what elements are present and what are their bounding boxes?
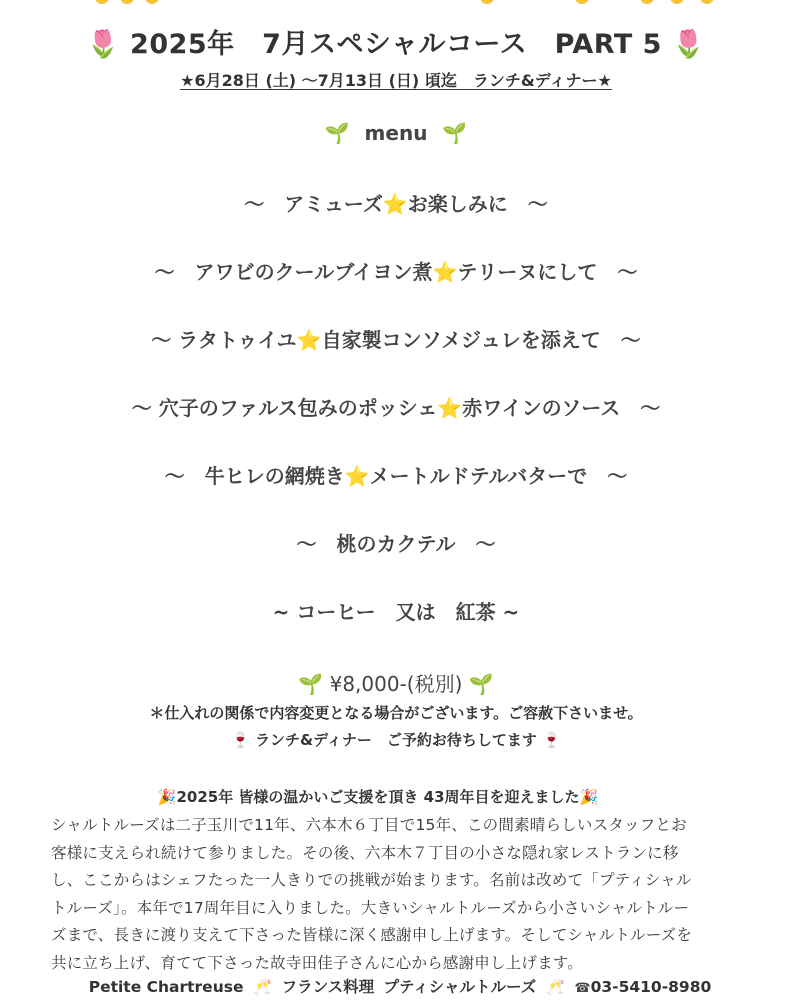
story-line: トルーズ」。本年で17周年目に入りました。大きいシャルトルーズから小さいシャルトルー bbox=[51, 898, 690, 917]
star-icon: ⭐ bbox=[296, 328, 322, 352]
party-popper-icon: 🎉 bbox=[579, 788, 599, 806]
story-line: 客様に支えられ続けて参りました。その後、六本木７丁目の小さな隠れ家レストランに移 bbox=[51, 843, 679, 862]
course-text: 〜 ラタトゥイユ bbox=[151, 328, 297, 352]
sprout-icon: 🌱 bbox=[468, 672, 494, 696]
cropped-emoji bbox=[575, 0, 589, 4]
cropped-emoji bbox=[145, 0, 159, 4]
course-text: テリーヌにして 〜 bbox=[457, 260, 638, 284]
tulip-icon: 🌷 bbox=[671, 29, 706, 60]
sprout-icon: 🌱 bbox=[442, 121, 468, 145]
course-text: ~ コーヒー 又は 紅茶 ~ bbox=[272, 600, 520, 624]
cropped-emoji bbox=[120, 0, 134, 4]
title-text: 2025年 7月スペシャルコース PART 5 bbox=[130, 29, 662, 60]
star-icon: ⭐ bbox=[437, 396, 463, 420]
restaurant-story bbox=[51, 812, 756, 977]
course-period: ★6月28日 (土) 〜7月13日 (日) 頃迄 ランチ&ディナー★ bbox=[180, 71, 612, 90]
page-title bbox=[0, 22, 792, 61]
cropped-emoji bbox=[640, 0, 654, 4]
course-text: 〜 桃のカクテル 〜 bbox=[296, 532, 496, 556]
champagne-glasses-icon: 🥂 bbox=[545, 978, 565, 996]
change-notice: ＊仕入れの関係で内容変更となる場合がございます。ご容赦下さいませ。 bbox=[149, 704, 643, 722]
course-text: 〜 穴子のファルス包みのポッシェ bbox=[131, 396, 438, 420]
anniversary-text: 2025年 皆様の温かいご支援を頂き 43周年目を迎えました bbox=[176, 788, 580, 806]
course-item bbox=[0, 596, 792, 625]
reservation-text: ランチ&ディナー ご予約お待ちしてます bbox=[255, 731, 537, 749]
course-text: 〜 牛ヒレの網焼き bbox=[164, 464, 345, 488]
wine-glass-icon: 🍷 bbox=[542, 731, 561, 749]
cropped-emoji bbox=[700, 0, 714, 4]
star-icon: ⭐ bbox=[382, 192, 408, 216]
course-text: お楽しみに 〜 bbox=[407, 192, 548, 216]
sprout-icon: 🌱 bbox=[298, 672, 324, 696]
story-line: シャルトルーズは二子玉川で11年、六本木６丁目で15年、この間素晴らしいスタッフとお bbox=[51, 816, 687, 834]
star-icon: ⭐ bbox=[344, 464, 370, 488]
course-price bbox=[0, 668, 792, 697]
cropped-emoji bbox=[95, 0, 109, 4]
course-item bbox=[0, 256, 792, 285]
menu-heading-text: menu bbox=[364, 121, 428, 145]
reservation-line bbox=[0, 729, 792, 750]
course-text: メートルドテルバターで 〜 bbox=[369, 464, 628, 488]
star-icon: ⭐ bbox=[432, 260, 458, 284]
course-text: 〜 アワビのクールブイヨン煮 bbox=[154, 260, 433, 284]
menu-heading bbox=[0, 121, 792, 145]
price-text: ¥8,000-(税別) bbox=[329, 672, 463, 696]
course-item bbox=[0, 324, 792, 353]
story-line: 共に立ち上げ、育てて下さった故寺田佳子さんに心から感謝申し上げます。 bbox=[51, 953, 583, 972]
course-item bbox=[0, 460, 792, 489]
story-line: ズまで、長きに渡り支えて下さった皆様に深く感謝申し上げます。そしてシャルトルーズを bbox=[51, 926, 693, 944]
top-cropped-emoji-row bbox=[0, 0, 792, 6]
restaurant-name-japanese: プティシャルトルーズ bbox=[383, 978, 537, 996]
restaurant-name: Petite Chartreuse bbox=[88, 978, 244, 996]
story-line: し、ここからはシェフたった一人きりでの挑戦が始まります。名前は改めて「プティシャル bbox=[51, 871, 692, 889]
phone-icon: ☎ bbox=[574, 981, 591, 996]
phone-number[interactable]: 03-5410-8980 bbox=[590, 978, 712, 996]
cuisine-label: フランス料理 bbox=[281, 978, 375, 996]
tulip-icon: 🌷 bbox=[86, 29, 121, 60]
wine-glass-icon: 🍷 bbox=[231, 731, 250, 749]
sprout-icon: 🌱 bbox=[324, 121, 350, 145]
course-text: 自家製コンソメジュレを添えて 〜 bbox=[321, 328, 641, 352]
course-text: 〜 アミューズ bbox=[244, 192, 383, 216]
champagne-glasses-icon: 🥂 bbox=[252, 978, 273, 996]
cropped-emoji bbox=[480, 0, 494, 4]
course-item bbox=[0, 392, 792, 421]
anniversary-heading bbox=[28, 786, 728, 807]
course-item bbox=[0, 528, 792, 557]
course-item bbox=[0, 188, 792, 217]
party-popper-icon: 🎉 bbox=[157, 788, 177, 806]
course-text: 赤ワインのソース 〜 bbox=[462, 396, 661, 420]
footer bbox=[0, 975, 792, 997]
cropped-emoji bbox=[670, 0, 684, 4]
